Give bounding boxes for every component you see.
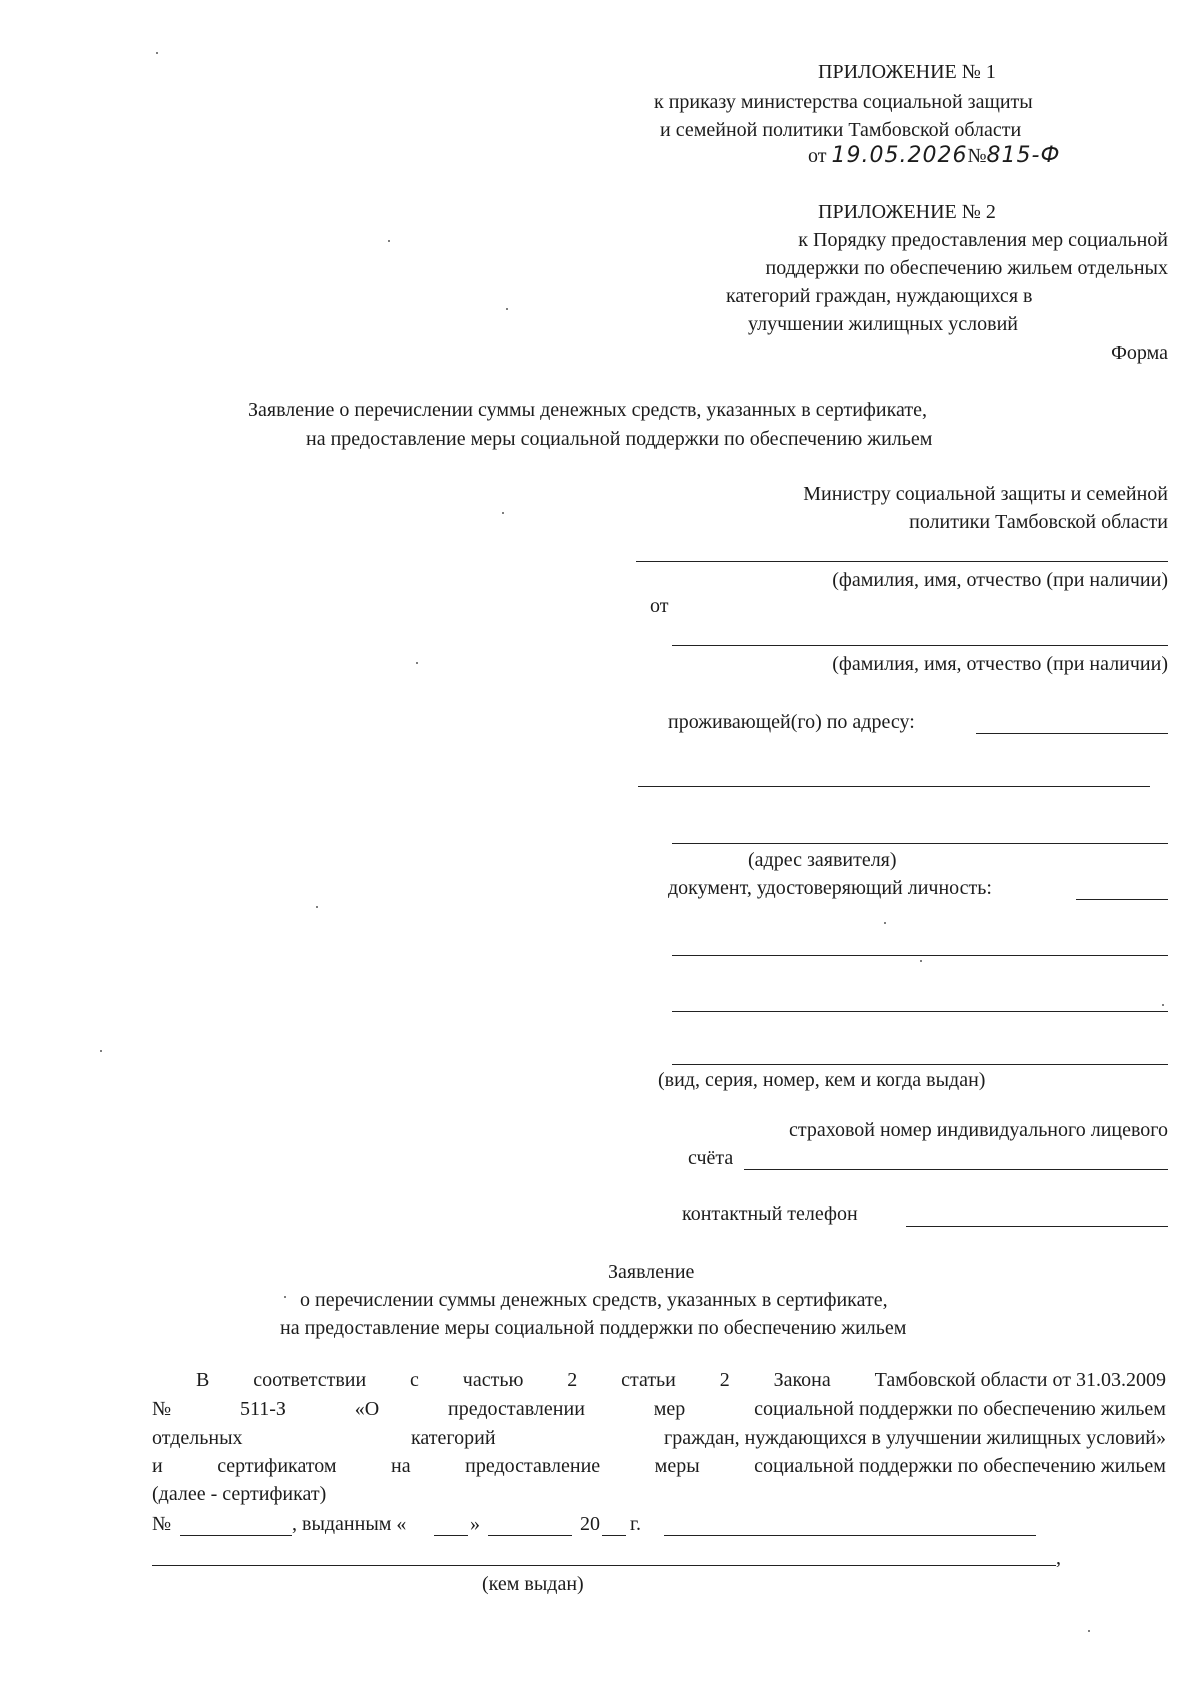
body-word: статьи [621, 1369, 676, 1391]
statement-line1: о перечислении суммы денежных средств, указанных в сертификате, [300, 1289, 888, 1311]
handwritten-date: 19.05.2026 [831, 143, 968, 168]
cert-no-label: № [152, 1513, 172, 1535]
id-doc-line-1 [1076, 899, 1168, 900]
body-word: мер [653, 1398, 686, 1420]
body-word: 511-З [239, 1398, 286, 1420]
scan-speck [884, 922, 886, 924]
body-word: предоставлении [448, 1398, 585, 1420]
statement-title: Заявление [608, 1261, 695, 1283]
address-line-1 [976, 733, 1168, 734]
year-line [602, 1535, 626, 1536]
header-title-line2: на предоставление меры социальной поддержки по обеспечению жильем [306, 428, 933, 450]
body-row-1 [196, 1368, 1166, 1392]
scan-speck [502, 512, 504, 514]
fio-caption-2: (фамилия, имя, отчество (при наличии) [832, 653, 1168, 675]
id-doc-caption: (вид, серия, номер, кем и когда выдан) [658, 1069, 986, 1091]
appendix1-title: ПРИЛОЖЕНИЕ № 1 [818, 61, 996, 83]
month-line [488, 1535, 572, 1536]
body-word: предоставление [465, 1455, 601, 1477]
scan-speck [388, 240, 390, 242]
body-word: Закона [773, 1369, 831, 1391]
issued-label: , выданным « [292, 1513, 407, 1535]
scan-speck [416, 662, 418, 664]
body-word: отдельных [152, 1427, 243, 1449]
id-doc-line-2 [672, 955, 1168, 956]
addressee-line2: политики Тамбовской области [909, 511, 1168, 533]
appendix2-line3: категорий граждан, нуждающихся в [726, 285, 1033, 307]
scan-speck [920, 960, 922, 962]
appendix2-line2: поддержки по обеспечению жильем отдельных [765, 257, 1168, 279]
body-word: сертификатом [217, 1455, 337, 1477]
body-word: на [391, 1455, 411, 1477]
appendix1-line1: к приказу министерства социальной защиты [654, 91, 1033, 113]
address-line-2 [638, 786, 1150, 787]
body-word: В [196, 1369, 210, 1391]
body-word: № [152, 1398, 172, 1420]
body-word: «О [354, 1398, 380, 1420]
body-word: соответствии [253, 1369, 367, 1391]
snils-line [744, 1169, 1168, 1170]
scan-speck [1088, 1630, 1090, 1632]
body-word: меры [654, 1455, 700, 1477]
appendix2-title: ПРИЛОЖЕНИЕ № 2 [818, 201, 996, 223]
statement-line2: на предоставление меры социальной поддержки по обеспечению жильем [280, 1317, 907, 1339]
form-label: Форма [1111, 342, 1168, 364]
phone-line [906, 1226, 1168, 1227]
header-title-line1: Заявление о перечислении суммы денежных средств, указанных в сертификате, [248, 399, 927, 421]
appendix2-line1: к Порядку предоставления мер социальной [798, 229, 1168, 251]
body-word: с [410, 1369, 419, 1391]
body-word: Тамбовской области от 31.03.2009 [874, 1369, 1166, 1391]
addressee-name-line [636, 561, 1168, 562]
snils-line2: счёта [688, 1147, 734, 1169]
address-caption: (адрес заявителя) [748, 849, 897, 871]
comma: , [1056, 1547, 1061, 1569]
id-doc-line-3 [672, 1011, 1168, 1012]
year-prefix: 20 [580, 1513, 600, 1535]
fio-caption-1: (фамилия, имя, отчество (при наличии) [832, 569, 1168, 591]
body-word: социальной поддержки по обеспечению жильем [754, 1398, 1166, 1420]
addressee-line1: Министру социальной защиты и семейной [803, 483, 1168, 505]
snils-line1: страховой номер индивидуального лицевого [788, 1119, 1168, 1141]
quote-close: » [470, 1513, 480, 1535]
scan-speck [316, 906, 318, 908]
body-row-3 [152, 1426, 1166, 1450]
handwritten-number: 815-Ф [986, 143, 1061, 168]
body-word: граждан, нуждающихся в улучшении жилищных условий» [664, 1427, 1166, 1449]
year-suffix: г. [630, 1513, 641, 1535]
body-row-2 [152, 1397, 1166, 1421]
issuer-line-1 [664, 1535, 1036, 1536]
body-word: и [152, 1455, 163, 1477]
scan-speck [156, 52, 158, 54]
body-word: 2 [719, 1369, 730, 1391]
body-word: категорий [411, 1427, 496, 1449]
appendix2-line4: улучшении жилищных условий [748, 313, 1018, 335]
address-line-3 [672, 843, 1168, 844]
number-sign: № [967, 145, 987, 167]
applicant-name-line [672, 645, 1168, 646]
scan-speck [506, 308, 508, 310]
address-label: проживающей(го) по адресу: [668, 711, 915, 733]
day-line [434, 1535, 468, 1536]
phone-label: контактный телефон [682, 1203, 858, 1225]
id-doc-line-4 [672, 1064, 1168, 1065]
id-doc-label: документ, удостоверяющий личность: [668, 877, 992, 899]
body-row-5: (далее - сертификат) [152, 1483, 327, 1505]
appendix1-date-line [808, 144, 1060, 168]
scan-speck [100, 1050, 102, 1052]
from-label: от [650, 595, 669, 617]
scan-speck [1162, 1004, 1164, 1006]
scan-speck [284, 1296, 286, 1298]
body-word: 2 [567, 1369, 578, 1391]
cert-no-line [180, 1535, 292, 1536]
issuer-caption: (кем выдан) [482, 1573, 584, 1595]
body-row-4 [152, 1454, 1166, 1478]
date-prefix: от [808, 145, 827, 167]
appendix1-line2: и семейной политики Тамбовской области [660, 119, 1022, 141]
issuer-line-2 [152, 1565, 1056, 1566]
body-word: социальной поддержки по обеспечению жильем [754, 1455, 1166, 1477]
body-word: частью [462, 1369, 524, 1391]
